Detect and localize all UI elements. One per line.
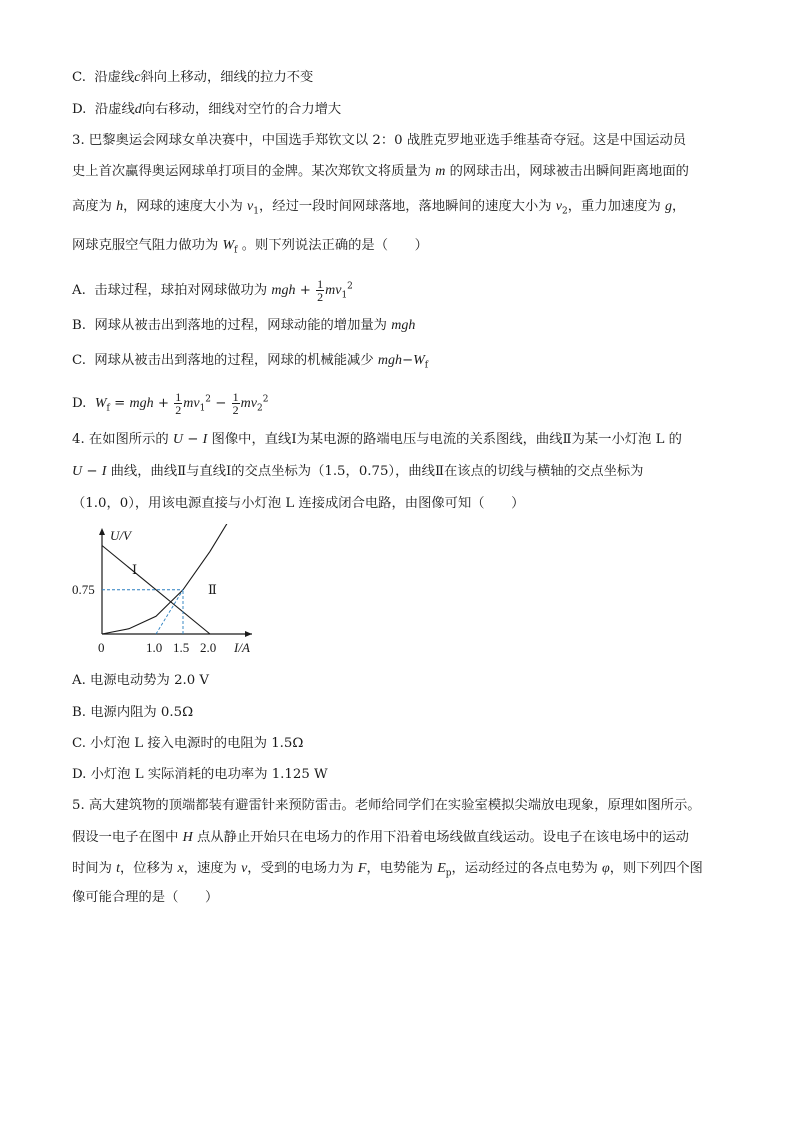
- q5-stem-line-3: 时间为 t，位移为 x，速度为 v，受到的电场力为 F，电势能为 $E_p$，运动经过的各点电势为 φ，则下列四个图: [72, 861, 703, 879]
- q4-option-a: A. 电源电动势为 2.0 V: [72, 673, 210, 688]
- q3-option-b: B. 网球从被击出到落地的过程，网球动能的增加量为 mgh: [72, 318, 416, 333]
- x-axis-label: I/A: [234, 640, 250, 655]
- q3-stem-line-1: 3. 巴黎奥运会网球女单决赛中，中国选手郑钦文以 2：0 战胜克罗地亚选手维基奇夺冠。这是中国运动员: [72, 133, 687, 148]
- series-label-1: Ⅰ: [132, 562, 138, 577]
- q5-stem-line-2: 假设一电子在图中 H 点从静止开始只在电场力的作用下沿着电场线做直线运动。设电子在该电场中的运动: [72, 830, 689, 845]
- series-label-2: Ⅱ: [208, 582, 217, 597]
- q3-stem-line-4: 网球克服空气阻力做功为 $W_f$ 。则下列说法正确的是（ ）: [72, 238, 428, 256]
- q2-option-c: C. 沿虚线c斜向上移动，细线的拉力不变: [72, 70, 314, 85]
- q3-stem-line-2: 史上首次赢得奥运网球单打项目的金牌。某次郑钦文将质量为 m 的网球击出，网球被击出瞬间距离地面的: [72, 164, 689, 179]
- q4-stem-line-2: U − I 曲线，曲线Ⅱ与直线Ⅰ的交点坐标为（1.5，0.75），曲线Ⅱ在该点的切线与横轴的交点坐标为: [72, 464, 644, 479]
- u-i-graph: [70, 524, 270, 664]
- q4-stem-line-3: （1.0，0），用该电源直接与小灯泡 L 连接成闭合电路，由图像可知（ ）: [72, 496, 525, 511]
- q5-stem-line-4: 像可能合理的是（ ）: [72, 890, 219, 905]
- origin-label: 0: [98, 640, 105, 655]
- q4-option-c: C. 小灯泡 L 接入电源时的电阻为 1.5Ω: [72, 736, 304, 751]
- x-axis-arrow: [245, 631, 252, 637]
- x-tick-label-1.0: 1.0: [146, 640, 163, 655]
- graph-axes: [99, 528, 252, 637]
- q5-stem-line-1: 5. 高大建筑物的顶端都装有避雷针来预防雷击。老师给同学们在实验室模拟尖端放电现象，原理如图所示。: [72, 798, 701, 813]
- x-tick-label-1.5: 1.5: [173, 640, 190, 655]
- q3-option-a: A. 击球过程，球拍对网球做功为 mgh + $\frac{1}{2}$ $mv_1^2$: [72, 277, 353, 304]
- q3-stem-line-3: 高度为 h，网球的速度大小为 $v_1$，经过一段时间网球落地，落地瞬间的速度大小为 $v_2$，重力加速度为 g，: [72, 199, 686, 217]
- q4-option-b: B. 电源内阻为 0.5Ω: [72, 705, 194, 720]
- q4-stem-line-1: 4. 在如图所示的 U − I 图像中，直线Ⅰ为某电源的路端电压与电流的关系图线，曲线Ⅱ为某一小灯泡 L 的: [72, 432, 682, 447]
- q3-option-c: C. 网球从被击出到落地的过程，网球的机械能减少 $mgh-W_f$: [72, 353, 429, 371]
- y-tick-label-0.75: 0.75: [72, 581, 95, 597]
- q2-option-d: D. 沿虚线d向右移动，细线对空竹的合力增大: [72, 102, 342, 117]
- y-axis-arrow: [99, 528, 105, 535]
- y-axis-label: U/V: [110, 528, 131, 543]
- q3-option-d: D. $W_f$ = mgh + $\frac{1}{2}$ $mv_1^2$ − $\frac{1}{2}$ $mv_2^2$: [72, 390, 269, 417]
- x-tick-label-2.0: 2.0: [200, 640, 217, 655]
- graph-labels: [72, 528, 250, 655]
- q4-option-d: D. 小灯泡 L 实际消耗的电功率为 1.125 W: [72, 767, 328, 782]
